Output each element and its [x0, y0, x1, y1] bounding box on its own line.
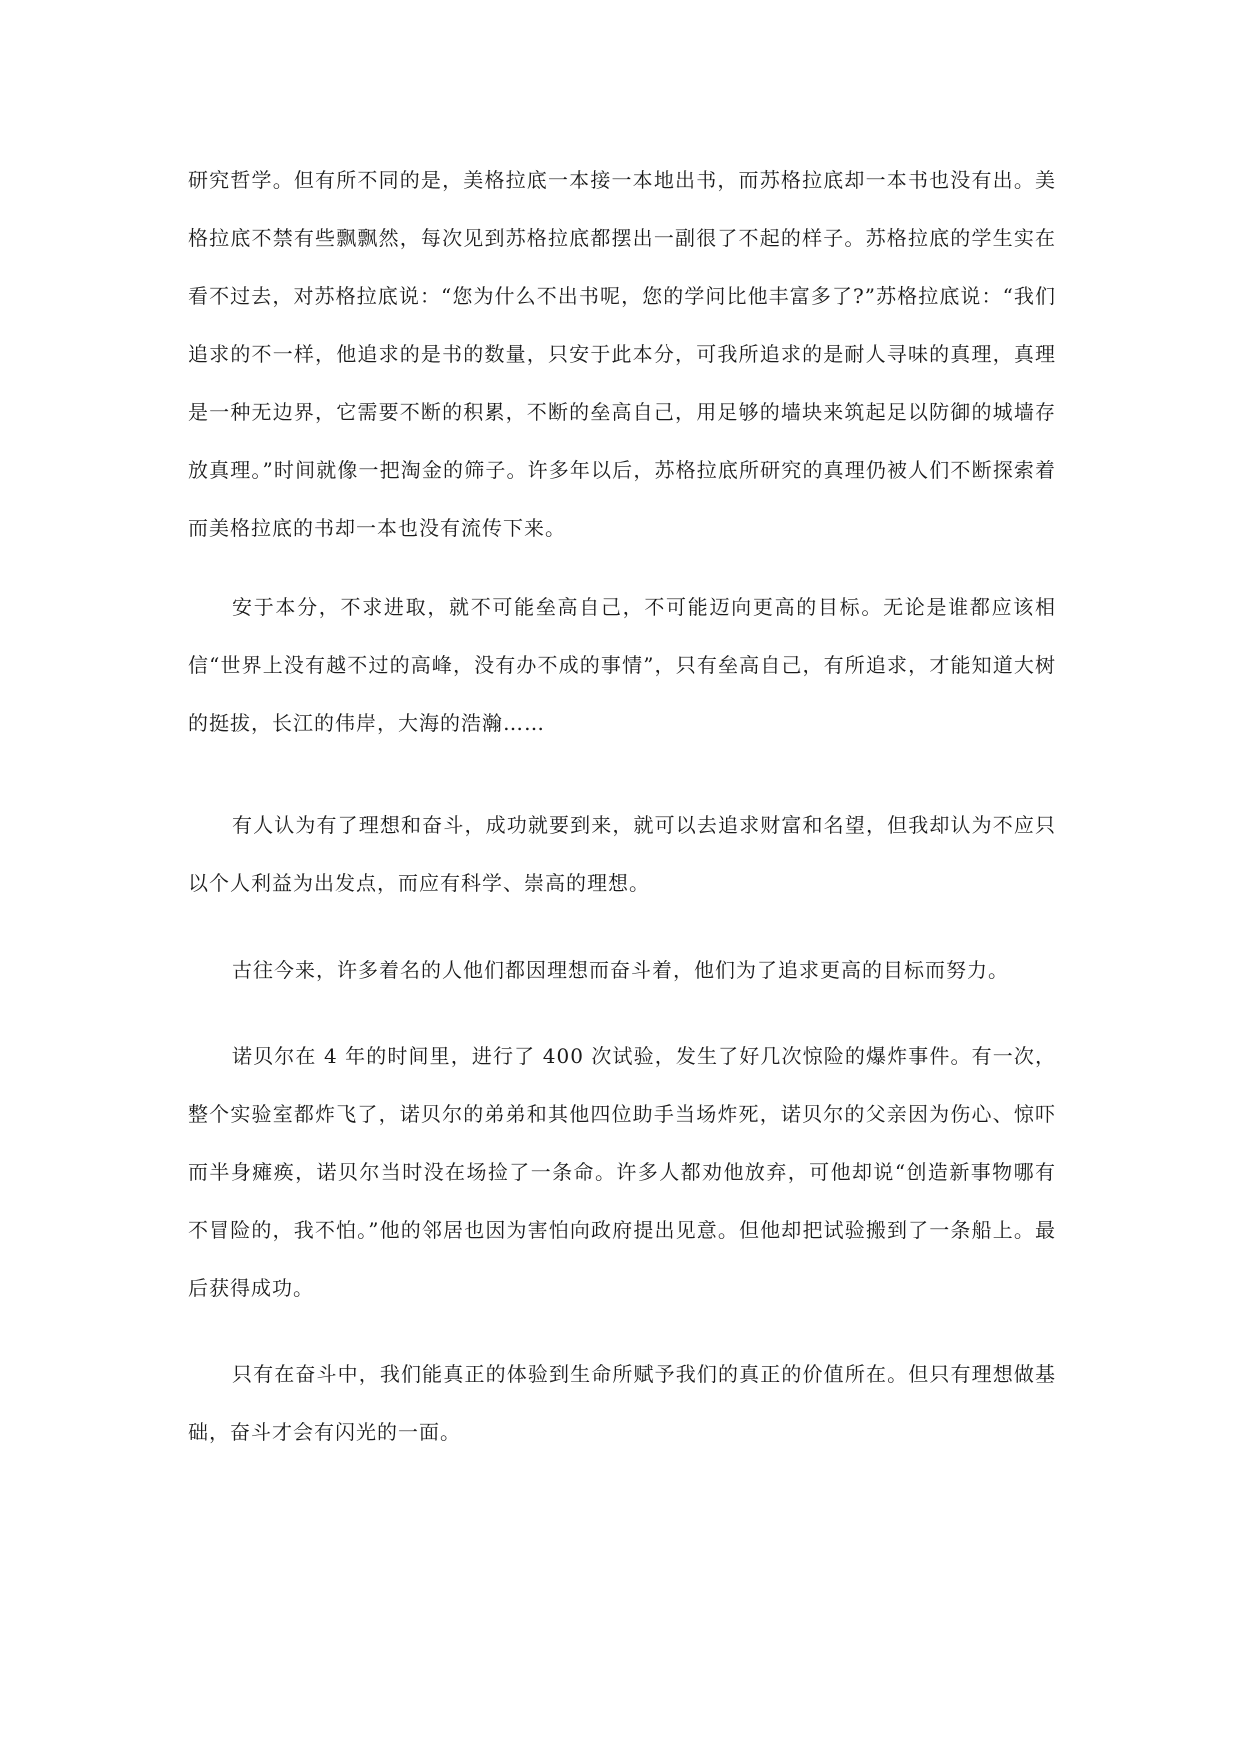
paragraph-conclusion: 只有在奋斗中，我们能真正的体验到生命所赋予我们的真正的价值所在。但只有理想做基础，奋斗才会有闪光的一面。: [188, 1362, 1056, 1444]
paragraph-nobel: 诺贝尔在 4 年的时间里，进行了 400 次试验，发生了好几次惊险的爆炸事件。有一次，整个实验室都炸飞了，诺贝尔的弟弟和其他四位助手当场炸死，诺贝尔的父亲因为伤心、惊吓而半身瘫痪，诺贝尔当时没在场捡了一条命。许多人都劝他放弃，可他却说“创造新事物哪有不冒险的，我不怕。”他的邻居也因为害怕向政府提出见意。但他却把试验搬到了一条船上。最后获得成功。: [188, 1044, 1056, 1300]
paragraph-socrates-story: 研究哲学。但有所不同的是，美格拉底一本接一本地出书，而苏格拉底却一本书也没有出。美格拉底不禁有些飘飘然，每次见到苏格拉底都摆出一副很了不起的样子。苏格拉底的学生实在看不过去，对苏格拉底说：“您为什么不出书呢，您的学问比他丰富多了?”苏格拉底说：“我们追求的不一样，他追求的是书的数量，只安于此本分，可我所追求的是耐人寻味的真理，真理是一种无边界，它需要不断的积累，不断的垒高自己，用足够的墙块来筑起足以防御的城墙存放真理。”时间就像一把淘金的筛子。许多年以后，苏格拉底所研究的真理仍被人们不断探索着而美格拉底的书却一本也没有流传下来。: [188, 168, 1056, 540]
paragraph-pursuit: 安于本分，不求进取，就不可能垒高自己，不可能迈向更高的目标。无论是谁都应该相信“世界上没有越不过的高峰，没有办不成的事情”，只有垒高自己，有所追求，才能知道大树的挺拔，长江的伟岸，大海的浩瀚……: [188, 595, 1056, 735]
paragraph-famous-people: 古往今来，许多着名的人他们都因理想而奋斗着，他们为了追求更高的目标而努力。: [232, 958, 1009, 982]
paragraph-ideals: 有人认为有了理想和奋斗，成功就要到来，就可以去追求财富和名望，但我却认为不应只以个人利益为出发点，而应有科学、崇高的理想。: [188, 813, 1056, 895]
